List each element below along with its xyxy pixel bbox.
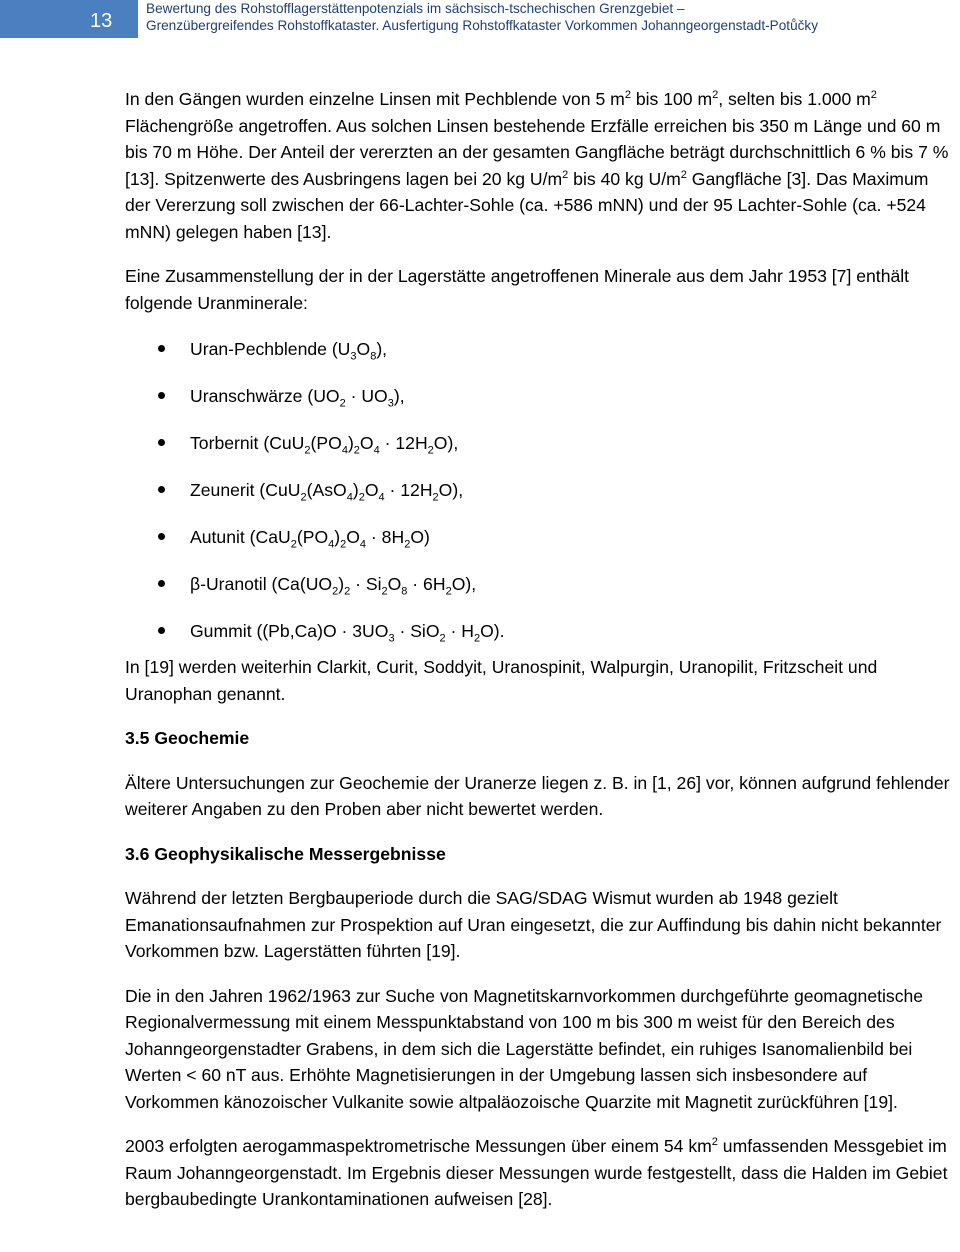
list-item: Uranschwärze $(UO_2 \cdot UO_3)$,	[125, 383, 957, 430]
bullet-icon	[158, 439, 165, 446]
list-item: Torbernit $(CuU_2(PO_4)_2O_4 \cdot 12H_2O)$,	[125, 430, 957, 477]
paragraph-pechblende: In den Gängen wurden einzelne Linsen mit Pechblende von 5 $m^2$ bis 100 $m^2$, selten bis 1.000 $m^2$ Flächengröße angetroffen. Aus solchen Linsen bestehende Erzfälle erreichen bis 350 m Länge und 60 m bis 70 m Höhe. Der Anteil der vererzten an der gesamten Gangfläche beträgt durchschnittlich 6 % bis 7 % [13]. Spitzenwerte des Ausbringens lagen bei 20 kg $U/m^2$ bis 40 kg $U/m^2$ Gangfläche [3]. Das Maximum der Vererzung soll zwischen der 66-Lachter-Sohle (ca. +586 mNN) und der 95 Lachter-Sohle (ca. +524 mNN) gelegen haben [13].	[125, 89, 949, 242]
list-item: Uran-Pechblende $(U_3O_8)$,	[125, 336, 957, 383]
list-item: Autunit $(CaU_2(PO_4)_2O_4 \cdot 8H_2O)$	[125, 524, 957, 571]
section-heading-geochemie: 3.5 Geochemie	[125, 728, 250, 748]
running-header	[146, 0, 956, 34]
document-body	[125, 86, 957, 1213]
bullet-icon	[158, 580, 165, 587]
page-number-badge: 13	[0, 0, 138, 38]
bullet-icon	[158, 392, 165, 399]
section-heading-geophysik: 3.6 Geophysikalische Messergebnisse	[125, 843, 446, 864]
page-header	[0, 0, 960, 42]
uranium-minerals-list	[125, 336, 957, 654]
paragraph-minerals-intro: Eine Zusammenstellung der in der Lagerstätte angetroffenen Minerale aus dem Jahr 1953 [7] enthält folgende Uranminerale:	[125, 266, 910, 313]
bullet-icon	[158, 486, 165, 493]
header-line-2: Grenzübergreifendes Rohstoffkataster. Ausfertigung Rohstoffkataster Vorkommen Johanngeorgenstadt-Potůčky	[146, 18, 819, 33]
paragraph-geochemie: Ältere Untersuchungen zur Geochemie der Uranerze liegen z. B. in [1, 26] vor, können aufgrund fehlender weiterer Angaben zu den Proben aber nicht bewertet werden.	[125, 772, 950, 819]
paragraph-further-minerals: In [19] werden weiterhin Clarkit, Curit, Soddyit, Uranospinit, Walpurgin, Uranopilit, Fritzscheit und Uranophan genannt.	[125, 657, 878, 704]
list-item: Zeunerit $(CuU_2(AsO_4)_2O_4 \cdot 12H_2O)$,	[125, 477, 957, 524]
paragraph-emanation: Während der letzten Bergbauperiode durch die SAG/SDAG Wismut wurden ab 1948 gezielt Emanationsaufnahmen zur Prospektion auf Uran eingesetzt, die zur Auffindung bis dahin nicht bekannter Vorkommen bzw. Lagerstätten führten [19].	[125, 888, 942, 961]
paragraph-aerogamma: 2003 erfolgten aerogammaspektrometrische Messungen über einem 54 $km^2$ umfassenden Messgebiet im Raum Johanngeorgenstadt. Im Ergebnis dieser Messungen wurde festgestellt, dass die Halden im Gebiet bergbaubedingte Urankontaminationen aufweisen [28].	[125, 1136, 948, 1209]
bullet-icon	[158, 345, 165, 352]
bullet-icon	[158, 627, 165, 634]
header-line-1: Bewertung des Rohstofflagerstättenpotenzials im sächsisch-tschechischen Grenzgebiet –	[146, 1, 685, 16]
paragraph-geomagnetik: Die in den Jahren 1962/1963 zur Suche von Magnetitskarnvorkommen durchgeführte geomagnetische Regionalvermessung mit einem Messpunktabstand von 100 m bis 300 m weist für den Bereich des Johanngeorgenstadter Grabens, in dem sich die Lagerstätte befindet, ein ruhiges Isanomalienbild bei Werten < 60 nT aus. Erhöhte Magnetisierungen in der Umgebung lassen sich insbesondere auf Vorkommen känozoischer Vulkanite sowie altpaläozoische Quarzite mit Magnetit zurückführen [19].	[125, 985, 924, 1112]
list-item: β-Uranotil $(Ca(UO_2)_2 \cdot Si_2O_8 \cdot 6H_2O)$,	[125, 571, 957, 618]
list-item: Gummit $((Pb,Ca)O \cdot 3UO_3 \cdot SiO_2 \cdot H_2O)$.	[125, 618, 957, 654]
bullet-icon	[158, 533, 165, 540]
